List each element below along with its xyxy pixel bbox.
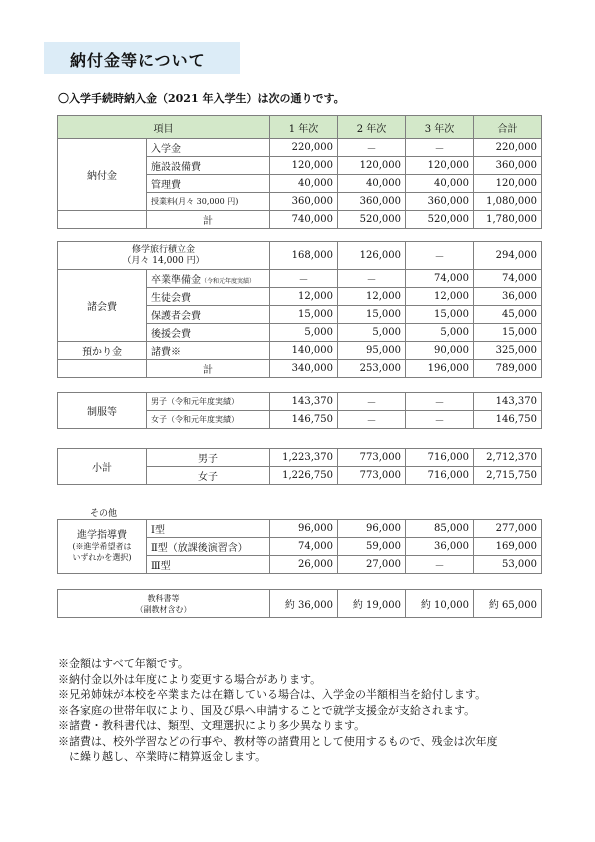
- cell-year2: 12,000: [338, 288, 406, 306]
- cell-year3: －: [406, 393, 474, 411]
- cell-year2: 59,000: [338, 538, 406, 556]
- dues-table: [57, 241, 542, 378]
- cell-year3: 90,000: [406, 342, 474, 360]
- cell-year2: －: [338, 270, 406, 288]
- note-line: ※兄弟姉妹が本校を卒業または在籍している場合は、入学金の半額相当を給付します。: [58, 688, 487, 701]
- cell-year2: 約 19,000: [338, 590, 406, 618]
- group-title: 進学指導費: [77, 530, 127, 541]
- uniform-table: [57, 392, 542, 429]
- cell-year3: 360,000: [406, 193, 474, 211]
- cell-year3: 15,000: [406, 306, 474, 324]
- cell-total: 1,780,000: [474, 211, 542, 229]
- textbook-title: 教科書等: [147, 593, 180, 603]
- textbook-table: [57, 589, 542, 618]
- cell-total: 45,000: [474, 306, 542, 324]
- cell-year3: 約 10,000: [406, 590, 474, 618]
- cell-total: 146,750: [474, 411, 542, 429]
- table-row: [58, 590, 542, 618]
- note-line: ※諸費・教科書代は、類型、文理選択により多少異なります。: [58, 719, 366, 732]
- cell-year1: 140,000: [270, 342, 338, 360]
- group-label: 小計: [58, 449, 147, 485]
- item-note: （令和元年度実績）: [201, 278, 256, 285]
- sum-row: [58, 360, 542, 378]
- cell-year1: 15,000: [270, 306, 338, 324]
- header-year1: 1 年次: [270, 116, 338, 139]
- cell-total: 120,000: [474, 175, 542, 193]
- fees-table: [57, 115, 542, 229]
- item-text: 卒業準備金: [151, 275, 201, 286]
- cell-year1: 約 36,000: [270, 590, 338, 618]
- cell-total: 789,000: [474, 360, 542, 378]
- cell-year2: 15,000: [338, 306, 406, 324]
- group-label: 制服等: [58, 393, 147, 429]
- cell-total: 325,000: [474, 342, 542, 360]
- cell-total: 220,000: [474, 139, 542, 157]
- subtotal-table: [57, 448, 542, 485]
- note-line: ※金額はすべて年額です。: [58, 657, 189, 670]
- cell-year2: －: [338, 393, 406, 411]
- cell-year1: 26,000: [270, 556, 338, 574]
- cell-year3: 520,000: [406, 211, 474, 229]
- cell-year1: 5,000: [270, 324, 338, 342]
- cell-total: 約 65,000: [474, 590, 542, 618]
- deposit-row: [58, 342, 542, 360]
- cell-year1: 1,223,370: [270, 449, 338, 467]
- cell-year2: 27,000: [338, 556, 406, 574]
- cell-year3: 74,000: [406, 270, 474, 288]
- page-title: 納付金等について: [70, 51, 206, 70]
- item-label: 管理費: [147, 175, 270, 193]
- table-row: [58, 449, 542, 467]
- cell-year1: 12,000: [270, 288, 338, 306]
- cell-year2: 253,000: [338, 360, 406, 378]
- group-label: 納付金: [58, 139, 147, 211]
- cell-year1: 220,000: [270, 139, 338, 157]
- note-line: ※各家庭の世帯年収により、国及び県へ申請することで就学支援金が支給されます。: [58, 703, 476, 717]
- item-label: 施設設備費: [147, 157, 270, 175]
- item-label: 男子: [147, 449, 270, 467]
- cell-total: 53,000: [474, 556, 542, 574]
- trip-label: [58, 242, 270, 270]
- cell-year2: 520,000: [338, 211, 406, 229]
- note-line: ※納付金以外は年度により変更する場合があります。: [58, 672, 322, 686]
- cell-year3: －: [406, 242, 474, 270]
- blank-cell: [58, 211, 147, 229]
- group-note: (※進学希望者は: [72, 542, 132, 551]
- cell-total: 277,000: [474, 520, 542, 538]
- other-label: その他: [90, 509, 118, 519]
- cell-total: 15,000: [474, 324, 542, 342]
- item-label: 男子（令和元年度実績）: [147, 393, 270, 411]
- table-row: [58, 270, 542, 288]
- cell-year1: 74,000: [270, 538, 338, 556]
- cell-year2: 5,000: [338, 324, 406, 342]
- table-row: [58, 139, 542, 157]
- cell-year1: 168,000: [270, 242, 338, 270]
- cell-year2: 773,000: [338, 449, 406, 467]
- cell-total: 2,715,750: [474, 467, 542, 485]
- item-label: 保護者会費: [147, 306, 270, 324]
- header-item: 項目: [58, 116, 270, 139]
- table-row: [58, 393, 542, 411]
- title-banner: [44, 42, 240, 74]
- subtitle: 〇入学手続時納入金（2021 年入学生）は次の通りです。: [58, 92, 345, 105]
- guidance-table: [57, 519, 542, 574]
- sum-label: 計: [147, 211, 270, 229]
- trip-row: [58, 242, 542, 270]
- cell-year1: 120,000: [270, 157, 338, 175]
- item-label: Ⅰ型: [147, 520, 270, 538]
- item-label: 後援会費: [147, 324, 270, 342]
- cell-total: 169,000: [474, 538, 542, 556]
- cell-year3: 716,000: [406, 449, 474, 467]
- cell-total: 360,000: [474, 157, 542, 175]
- cell-year3: 36,000: [406, 538, 474, 556]
- cell-year2: －: [338, 411, 406, 429]
- sum-row: [58, 211, 542, 229]
- group-note: いずれかを選択): [72, 553, 132, 562]
- header-year2: 2 年次: [338, 116, 406, 139]
- cell-year2: 95,000: [338, 342, 406, 360]
- cell-year3: －: [406, 411, 474, 429]
- cell-year1: 340,000: [270, 360, 338, 378]
- header-row: [58, 116, 542, 139]
- cell-year1: 40,000: [270, 175, 338, 193]
- cell-year3: 196,000: [406, 360, 474, 378]
- group-label: 預かり金: [58, 342, 147, 360]
- cell-year3: 40,000: [406, 175, 474, 193]
- trip-sub: （月々 14,000 円）: [122, 255, 205, 266]
- cell-total: 2,712,370: [474, 449, 542, 467]
- item-label: 女子: [147, 467, 270, 485]
- cell-total: 1,080,000: [474, 193, 542, 211]
- cell-total: 36,000: [474, 288, 542, 306]
- cell-total: 74,000: [474, 270, 542, 288]
- cell-year1: 146,750: [270, 411, 338, 429]
- cell-year2: 126,000: [338, 242, 406, 270]
- cell-year1: 1,226,750: [270, 467, 338, 485]
- item-label: 生徒会費: [147, 288, 270, 306]
- textbook-sub: （副教材含む）: [135, 604, 192, 614]
- item-label: 授業料(月々 30,000 円): [147, 193, 270, 211]
- cell-year1: 96,000: [270, 520, 338, 538]
- item-label: Ⅲ型: [147, 556, 270, 574]
- group-label: [58, 520, 147, 574]
- note-line: ※諸費は、校外学習などの行事や、教材等の諸費用として使用するもので、残金は次年度: [58, 734, 498, 748]
- cell-year3: 85,000: [406, 520, 474, 538]
- group-label: 諸会費: [58, 270, 147, 342]
- cell-year3: 5,000: [406, 324, 474, 342]
- table-row: [58, 520, 542, 538]
- cell-year2: －: [338, 139, 406, 157]
- item-label: 入学金: [147, 139, 270, 157]
- cell-year3: －: [406, 556, 474, 574]
- cell-year1: 740,000: [270, 211, 338, 229]
- cell-year3: 716,000: [406, 467, 474, 485]
- cell-year2: 40,000: [338, 175, 406, 193]
- cell-year3: 12,000: [406, 288, 474, 306]
- header-total: 合計: [474, 116, 542, 139]
- header-year3: 3 年次: [406, 116, 474, 139]
- textbook-label: [58, 590, 270, 618]
- cell-year1: －: [270, 270, 338, 288]
- cell-year1: 143,370: [270, 393, 338, 411]
- cell-year2: 96,000: [338, 520, 406, 538]
- sum-label: 計: [147, 360, 270, 378]
- note-line: に繰り越し、卒業時に精算返金します。: [58, 750, 267, 763]
- trip-title: 修学旅行積立金: [131, 244, 195, 255]
- cell-total: 143,370: [474, 393, 542, 411]
- cell-year3: －: [406, 139, 474, 157]
- blank-cell: [58, 360, 147, 378]
- cell-year2: 120,000: [338, 157, 406, 175]
- cell-year2: 773,000: [338, 467, 406, 485]
- cell-year1: 360,000: [270, 193, 338, 211]
- item-label: 女子（令和元年度実績）: [147, 411, 270, 429]
- cell-year2: 360,000: [338, 193, 406, 211]
- notes: [58, 656, 558, 765]
- item-label: Ⅱ型（放課後演習含）: [147, 538, 270, 556]
- item-label: 諸費※: [147, 342, 270, 360]
- cell-total: 294,000: [474, 242, 542, 270]
- cell-year3: 120,000: [406, 157, 474, 175]
- item-label: [147, 270, 270, 288]
